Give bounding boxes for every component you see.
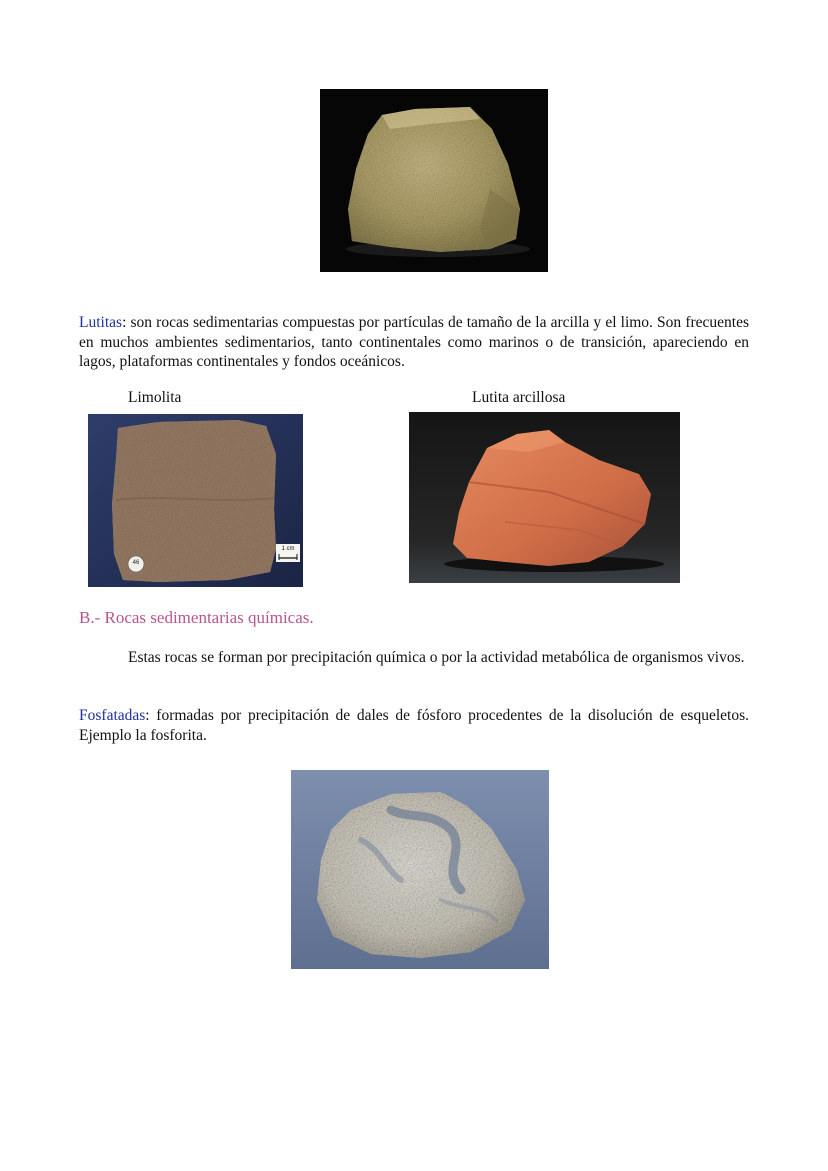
lutitas-text: : son rocas sedimentarias compuestas por partículas de tamaño de la arcilla y el limo. Son frecuentes en muchos ambientes sedimentarios, tanto continentales como marinos o de transición, apareciendo en lagos, plataformas continentales y fondos oceánicos.	[79, 314, 749, 370]
section-b-intro: Estas rocas se forman por precipitación química o por la actividad metabólica de organismos vivos.	[128, 649, 745, 666]
lutitas-term: Lutitas	[79, 314, 123, 331]
caption-limolita: Limolita	[128, 389, 182, 406]
limolita-photo	[88, 414, 303, 587]
fosforita-photo	[291, 770, 549, 969]
lutita-arcillosa-photo	[409, 412, 680, 583]
fosfatadas-term: Fosfatadas	[79, 707, 146, 724]
lutitas-paragraph	[79, 313, 749, 372]
fosfatadas-text: : formadas por precipitación de dales de fósforo procedentes de la disolución de esqueletos. Ejemplo la fosforita.	[79, 707, 749, 744]
fosfatadas-paragraph	[79, 706, 749, 745]
caption-lutita-arcillosa: Lutita arcillosa	[472, 389, 566, 406]
specimen-number: 46	[132, 560, 140, 566]
scale-label: 1 cm	[281, 546, 295, 552]
section-b-heading: B.- Rocas sedimentarias químicas.	[79, 608, 314, 627]
sandstone-photo	[320, 89, 548, 272]
